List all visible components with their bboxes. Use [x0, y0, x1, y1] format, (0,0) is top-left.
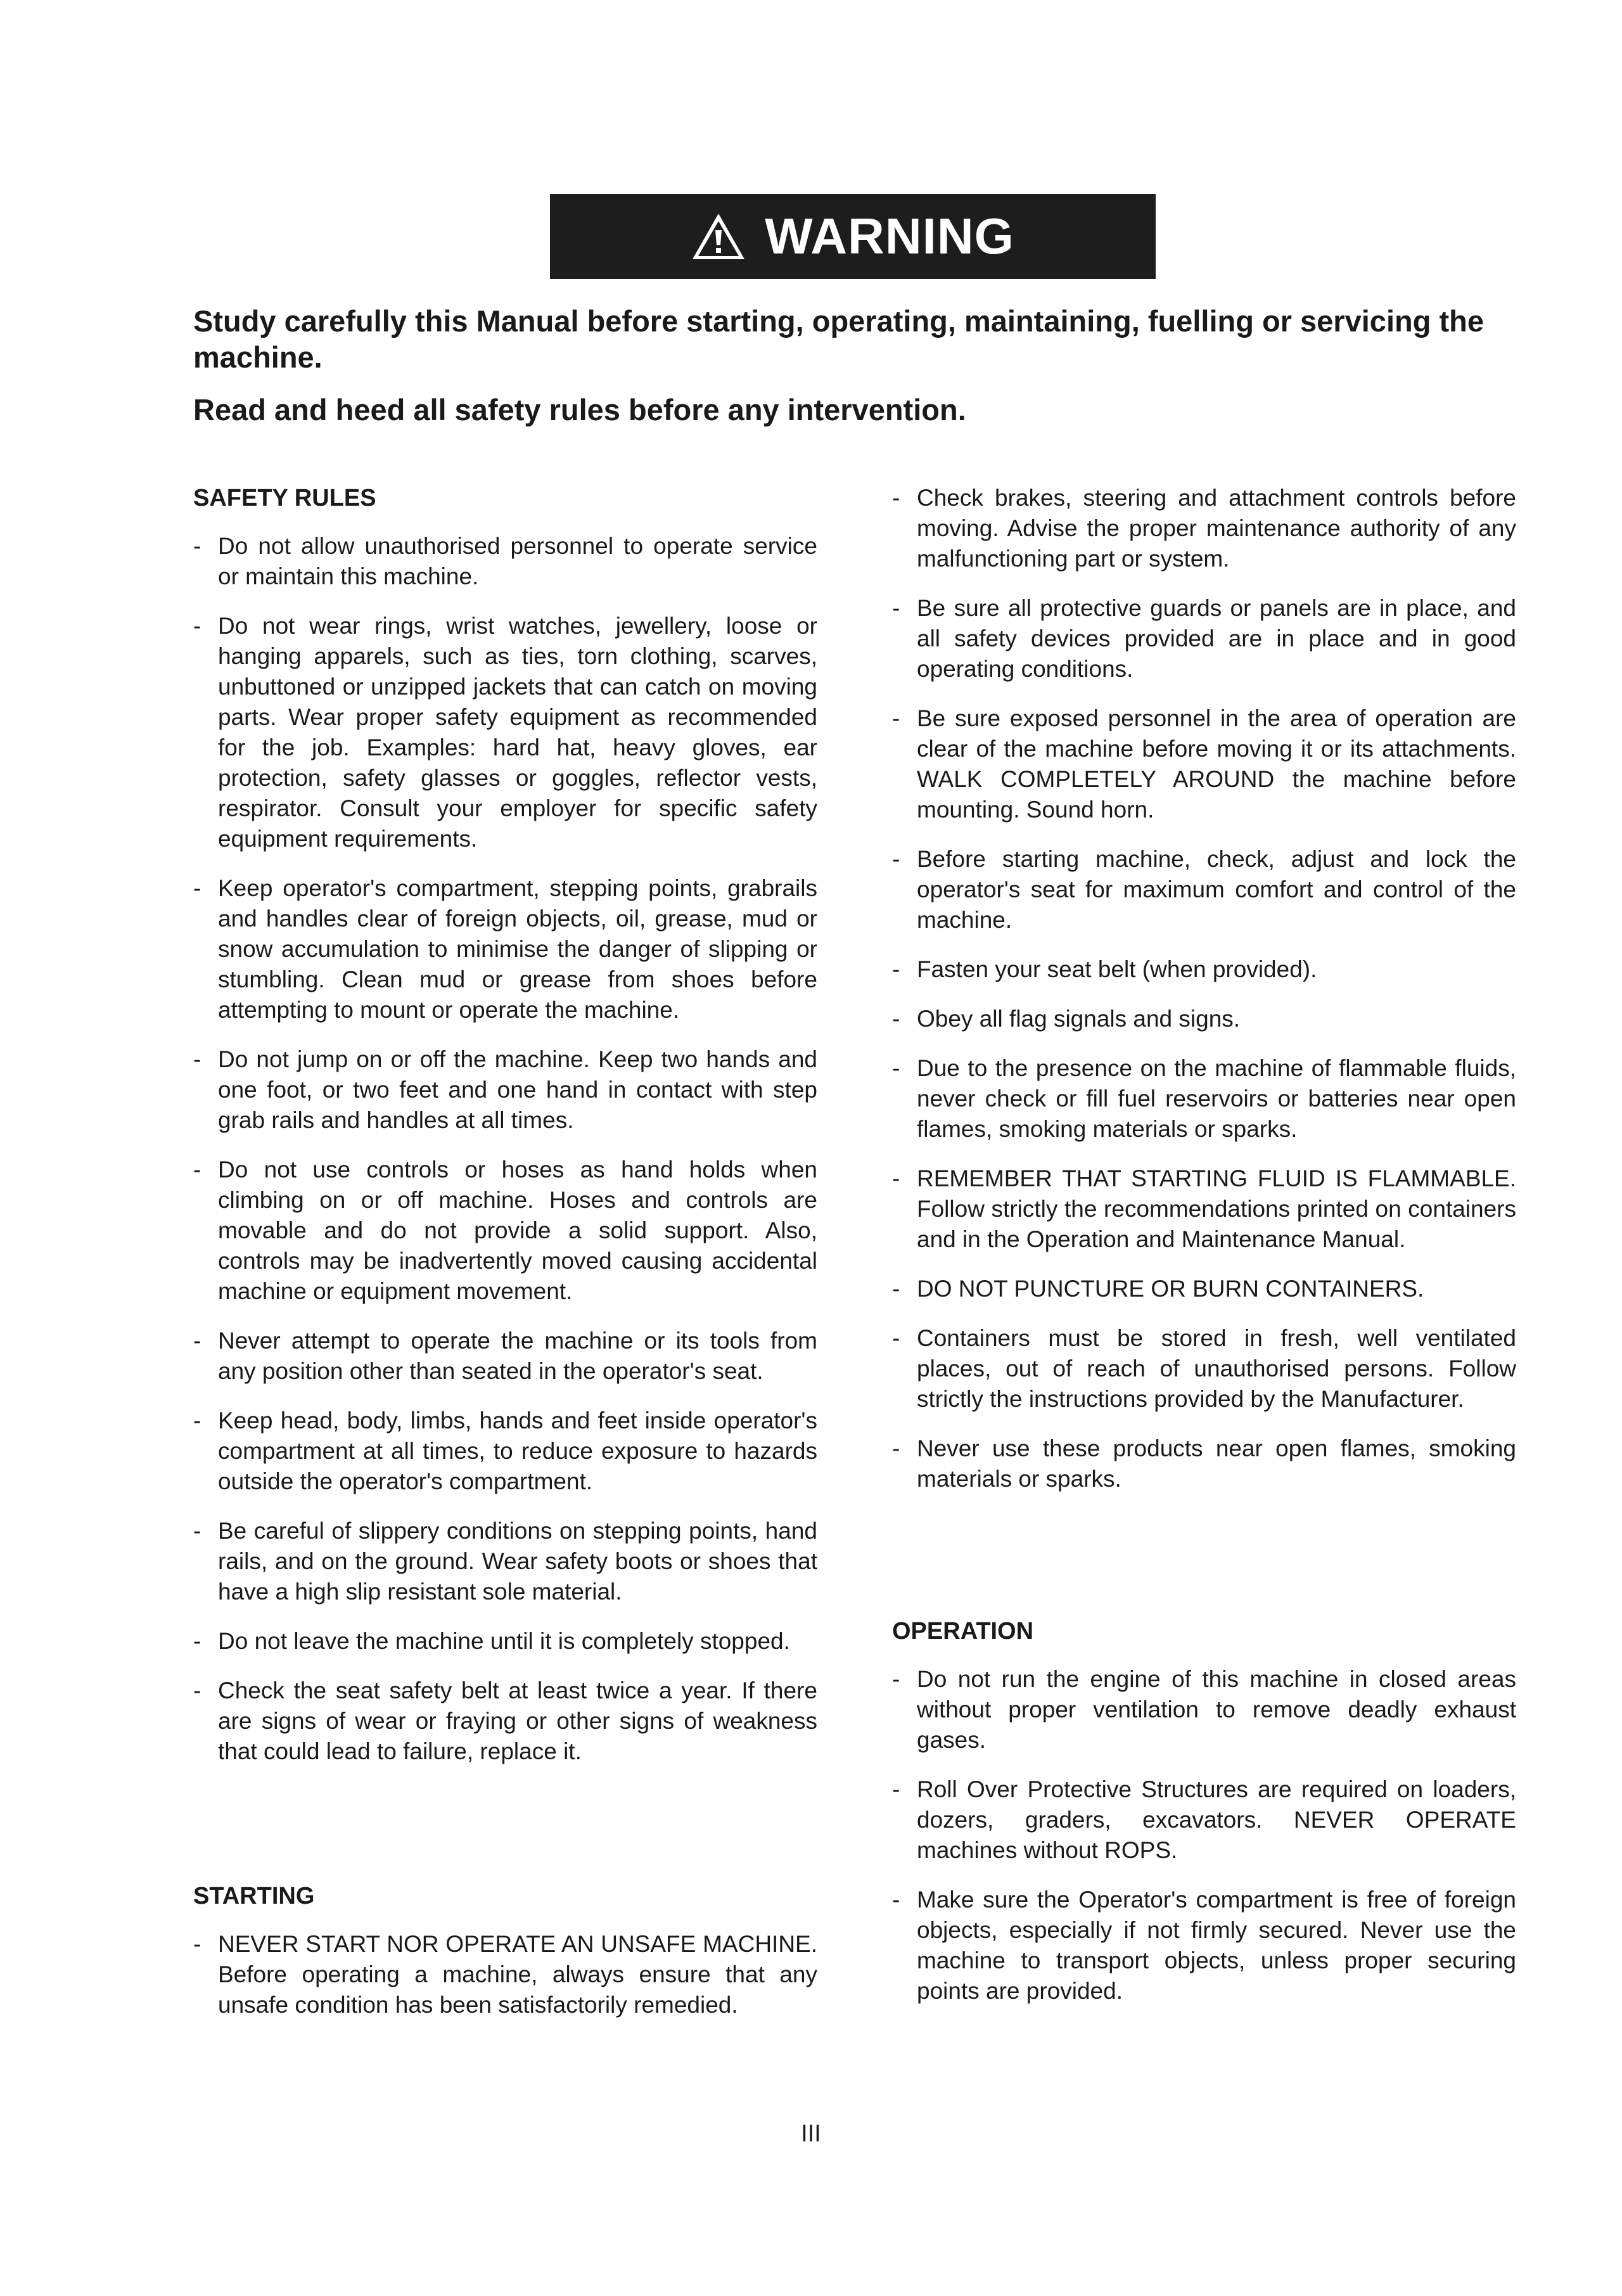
list-item-text: Keep head, body, limbs, hands and feet inside operator's compartment at all times, to reduce exposure to hazards outside the operator's compartment.: [218, 1408, 817, 1494]
section-heading-safety-rules: SAFETY RULES: [193, 485, 376, 511]
warning-triangle-icon: [691, 212, 746, 260]
intro-read-rules: Read and heed all safety rules before any intervention.: [193, 393, 966, 426]
list-item-text: Do not use controls or hoses as hand holds when climbing on or off machine. Hoses and controls are movable and do not provide a solid support. Also, controls may be inadvertently moved causing accidental machine or equipment movement.: [218, 1157, 817, 1304]
list-item: [193, 1676, 817, 1767]
bullet-dash: -: [892, 1887, 900, 1913]
list-item: [193, 1516, 817, 1607]
bullet-dash: -: [892, 1165, 900, 1191]
list-item-text: Do not allow unauthorised personnel to operate service or maintain this machine.: [218, 533, 817, 589]
section-heading-operation: OPERATION: [892, 1618, 1034, 1645]
list-item: [892, 483, 1516, 574]
list-item-text: Never attempt to operate the machine or its tools from any position other than seated in the operator's seat.: [218, 1328, 817, 1384]
warning-title: WARNING: [765, 208, 1014, 264]
list-item: [892, 954, 1516, 985]
list-item: [892, 1323, 1516, 1414]
page-number: III: [801, 2120, 821, 2147]
list-item: [892, 1164, 1516, 1255]
right-column: [892, 483, 1516, 2025]
list-item: [892, 703, 1516, 825]
list-item-text: Do not wear rings, wrist watches, jewellery, loose or hanging apparels, such as ties, torn clothing, scarves, unbuttoned or unzipped jackets that can catch on moving parts. Wear proper safety equipment as recommended for the job. Examples: hard hat, heavy gloves, ear protection, safety glasses or goggles, reflector vests, respirator. Consult your employer for specific safety equipment requirements.: [218, 613, 817, 852]
list-item-text: DO NOT PUNCTURE OR BURN CONTAINERS.: [917, 1276, 1424, 1302]
list-item-text: NEVER START NOR OPERATE AN UNSAFE MACHINE. Before operating a machine, always ensure that any unsafe condition has been satisfactorily remedied.: [218, 1931, 817, 2018]
bullet-dash: -: [193, 1157, 201, 1183]
bullet-dash: -: [892, 595, 900, 621]
list-item: [892, 1774, 1516, 1866]
list-item-text: Do not leave the machine until it is completely stopped.: [218, 1628, 790, 1654]
list-item-text: Due to the presence on the machine of flammable fluids, never check or fill fuel reservoirs or batteries near open flames, smoking materials or sparks.: [917, 1055, 1516, 1142]
bullet-dash: -: [892, 1055, 900, 1081]
list-item: [193, 1626, 817, 1657]
list-item-text: Do not jump on or off the machine. Keep two hands and one foot, or two feet and one hand in contact with step grab rails and handles at all times.: [218, 1046, 817, 1133]
list-item-text: Keep operator's compartment, stepping points, grabrails and handles clear of foreign objects, oil, grease, mud or snow accumulation to minimise the danger of slipping or stumbling. Clean mud or grease from shoes before attempting to mount or operate the machine.: [218, 875, 817, 1023]
list-item-text: Do not run the engine of this machine in closed areas without proper ventilation to remove deadly exhaust gases.: [917, 1666, 1516, 1753]
list-item: [892, 1664, 1516, 1755]
list-item: [892, 593, 1516, 684]
bullet-dash: -: [193, 1628, 201, 1654]
bullet-dash: -: [892, 485, 900, 511]
bullet-dash: -: [892, 846, 900, 872]
list-item: [193, 531, 817, 592]
bullet-dash: -: [892, 705, 900, 731]
safety-rules-list: [193, 531, 817, 1767]
list-item: [193, 1929, 817, 2020]
list-item-text: Make sure the Operator's compartment is free of foreign objects, especially if not firmly secured. Never use the machine to transport objects, unless proper securing points are provided.: [917, 1887, 1516, 2004]
list-item: [193, 1326, 817, 1387]
list-item: [892, 1433, 1516, 1494]
list-item-text: Check brakes, steering and attachment controls before moving. Advise the proper maintenance authority of any malfunctioning part or system.: [917, 485, 1516, 572]
bullet-dash: -: [892, 1435, 900, 1461]
list-item: [193, 1406, 817, 1497]
list-item-text: Obey all flag signals and signs.: [917, 1006, 1241, 1032]
list-item: [193, 873, 817, 1025]
left-column: [193, 483, 817, 2039]
list-item: [892, 1274, 1516, 1304]
section-heading-starting: STARTING: [193, 1883, 315, 1909]
bullet-dash: -: [193, 613, 201, 639]
list-item: [193, 1155, 817, 1307]
list-item-text: Be sure exposed personnel in the area of operation are clear of the machine before moving it or its attachments. WALK COMPLETELY AROUND the machine before mounting. Sound horn.: [917, 705, 1516, 823]
bullet-dash: -: [193, 1518, 201, 1544]
bullet-dash: -: [193, 1328, 201, 1354]
bullet-dash: -: [892, 1325, 900, 1351]
bullet-dash: -: [193, 1677, 201, 1703]
list-item-text: REMEMBER THAT STARTING FLUID IS FLAMMABLE. Follow strictly the recommendations printed on containers and in the Operation and Maintenance Manual.: [917, 1165, 1516, 1252]
bullet-dash: -: [193, 1931, 201, 1957]
operation-list: [892, 1664, 1516, 2006]
list-item-text: Before starting machine, check, adjust and lock the operator's seat for maximum comfort and control of the machine.: [917, 846, 1516, 933]
list-item: [892, 1053, 1516, 1145]
bullet-dash: -: [892, 1276, 900, 1302]
list-item-text: Fasten your seat belt (when provided).: [917, 956, 1317, 982]
bullet-dash: -: [193, 1046, 201, 1072]
list-item: [193, 611, 817, 854]
list-item-text: Never use these products near open flames, smoking materials or sparks.: [917, 1435, 1516, 1492]
list-item-text: Roll Over Protective Structures are required on loaders, dozers, graders, excavators. NEVER OPERATE machines without ROPS.: [917, 1776, 1516, 1863]
list-item: [892, 1885, 1516, 2006]
list-item-text: Containers must be stored in fresh, well ventilated places, out of reach of unauthorised persons. Follow strictly the instructions provided by the Manufacturer.: [917, 1325, 1516, 1412]
starting-list: [193, 1929, 817, 2020]
bullet-dash: -: [892, 1776, 900, 1802]
bullet-dash: -: [892, 1006, 900, 1032]
warning-banner: [550, 194, 1156, 279]
bullet-dash: -: [193, 533, 201, 559]
bullet-dash: -: [892, 956, 900, 982]
list-item-text: Be careful of slippery conditions on stepping points, hand rails, and on the ground. Wear safety boots or shoes that have a high slip resistant sole material.: [218, 1518, 817, 1605]
list-item-text: Be sure all protective guards or panels are in place, and all safety devices provided are in place and in good operating conditions.: [917, 595, 1516, 682]
bullet-dash: -: [193, 1408, 201, 1433]
list-item-text: Check the seat safety belt at least twice a year. If there are signs of wear or fraying or other signs of weakness that could lead to failure, replace it.: [218, 1677, 817, 1764]
intro-study-manual: Study carefully this Manual before starting, operating, maintaining, fuelling or servicing the machine.: [193, 304, 1484, 374]
bullet-dash: -: [892, 1666, 900, 1692]
list-item: [892, 844, 1516, 935]
bullet-dash: -: [193, 875, 201, 901]
starting-continued-list: [892, 483, 1516, 1494]
list-item: [892, 1004, 1516, 1034]
list-item: [193, 1044, 817, 1136]
